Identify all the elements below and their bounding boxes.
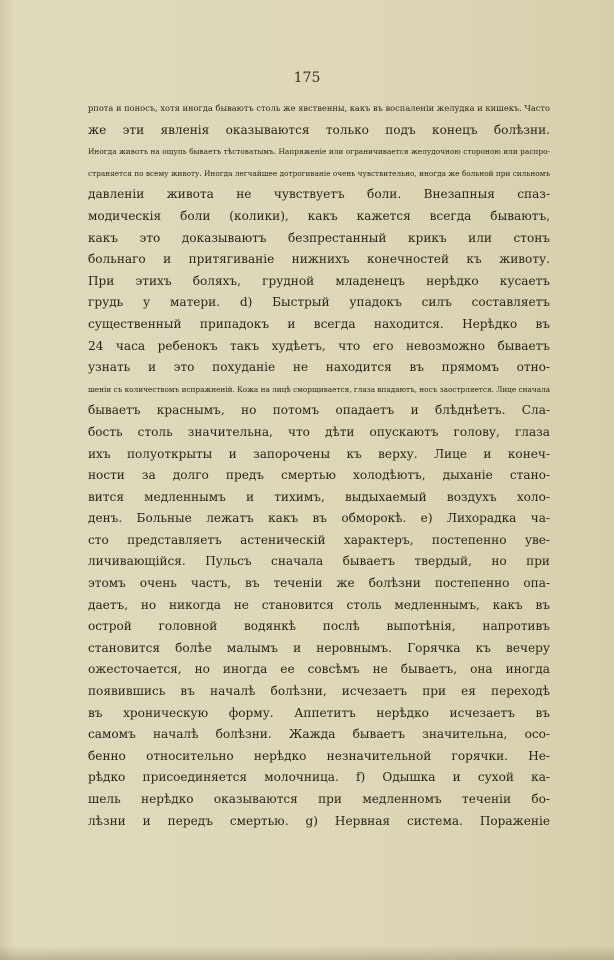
text-line: страняется по всему животу. Иногда легчайшее дотрогиваніе очень чувствительно, иногда же больной при сильномъ xyxy=(88,168,550,178)
text-line: какъ это доказываютъ безпрестанный крикъ или стонъ xyxy=(88,230,550,245)
text-line: больнаго и притягиваніе нижнихъ конечностей къ животу. xyxy=(88,252,550,267)
text-line: сто представляетъ астеническій характеръ, постепенно уве- xyxy=(88,532,550,547)
text-line: ности за долго предъ смертью холодѣютъ, дыханіе стано- xyxy=(88,468,550,483)
text-line: узнать и это похуданіе не находится въ прямомъ отно- xyxy=(88,360,550,375)
text-line: бываетъ краснымъ, но потомъ опадаетъ и блѣднѣетъ. Сла- xyxy=(88,403,550,418)
text-line: модическія боли (колики), какъ кажется всегда бываютъ, xyxy=(88,208,550,223)
text-line: появившись въ началѣ болѣзни, исчезаетъ при ея переходѣ xyxy=(88,684,550,699)
text-line: рпота и поносъ, хотя иногда бываютъ столь же явственны, какъ въ воспаленіи желудка и кишекъ. Часто xyxy=(88,103,550,113)
text-line: ожесточается, но иногда ее совсѣмъ не бываетъ, она иногда xyxy=(88,662,550,677)
text-line: бенно относительно нерѣдко незначительной горячки. Не- xyxy=(88,748,550,763)
text-line: рѣдко присоединяется молочница. f) Одышка и сухой ка- xyxy=(88,770,550,785)
text-line: денъ. Больные лежатъ какъ въ обморокѣ. e) Лихорадка ча- xyxy=(88,511,550,526)
text-line: давленіи живота не чувствуетъ боли. Внезапныя спаз- xyxy=(88,187,550,202)
text-line: шель нерѣдко оказываются при медленномъ теченіи бо- xyxy=(88,792,550,806)
text-line: же эти явленія оказываются только подъ конецъ болѣзни. xyxy=(88,122,550,137)
text-line: въ хроническую форму. Аппетитъ нерѣдко исчезаетъ въ xyxy=(88,705,550,720)
text-line: ихъ полуоткрыты и запорочены къ верху. Лице и конеч- xyxy=(88,446,550,461)
text-line: существенный припадокъ и всегда находится. Нерѣдко въ xyxy=(88,316,550,331)
text-line: При этихъ боляхъ, грудной младенецъ нерѣдко кусаетъ xyxy=(88,273,550,288)
text-line: становится болѣе малымъ и неровнымъ. Горячка къ вечеру xyxy=(88,640,550,655)
text-line: вится медленнымъ и тихимъ, выдыхаемый воздухъ холо- xyxy=(88,489,550,504)
text-line: личивающійся. Пульсъ сначала бываетъ твердый, но при xyxy=(88,554,550,569)
text-line: бость столь значительна, что дѣти опускаютъ голову, глаза xyxy=(88,424,550,439)
text-line: лѣзни и передъ смертью. g) Нервная система. Пораженіе xyxy=(88,813,550,828)
text-line: даетъ, но никогда не становится столь медленнымъ, какъ въ xyxy=(88,597,550,612)
page-bottom-edge xyxy=(0,946,614,960)
text-line: шеніи съ количествомъ испражненій. Кожа на лицѣ сморщивается, глаза впадаютъ, носъ заострляется. Лице сначала xyxy=(88,384,551,394)
page-body-text xyxy=(88,98,550,832)
page-number: 175 xyxy=(293,70,321,86)
text-line: этомъ очень частъ, въ теченіи же болѣзни постепенно опа- xyxy=(88,576,550,591)
text-line: грудь у матери. d) Быстрый упадокъ силъ составляетъ xyxy=(88,295,550,310)
text-line: 24 часа ребенокъ такъ худѣетъ, что его невозможно бываетъ xyxy=(88,338,550,353)
text-line: самомъ началѣ болѣзни. Жажда бываетъ значительна, осо- xyxy=(88,727,550,742)
text-line: острой головной водянкѣ послѣ выпотѣнія, напротивъ xyxy=(88,619,550,634)
text-line: Иногда животъ на ощупь бываетъ тѣстоватымъ. Напряженіе или ограничивается желудочною стороною или распро- xyxy=(88,147,550,157)
